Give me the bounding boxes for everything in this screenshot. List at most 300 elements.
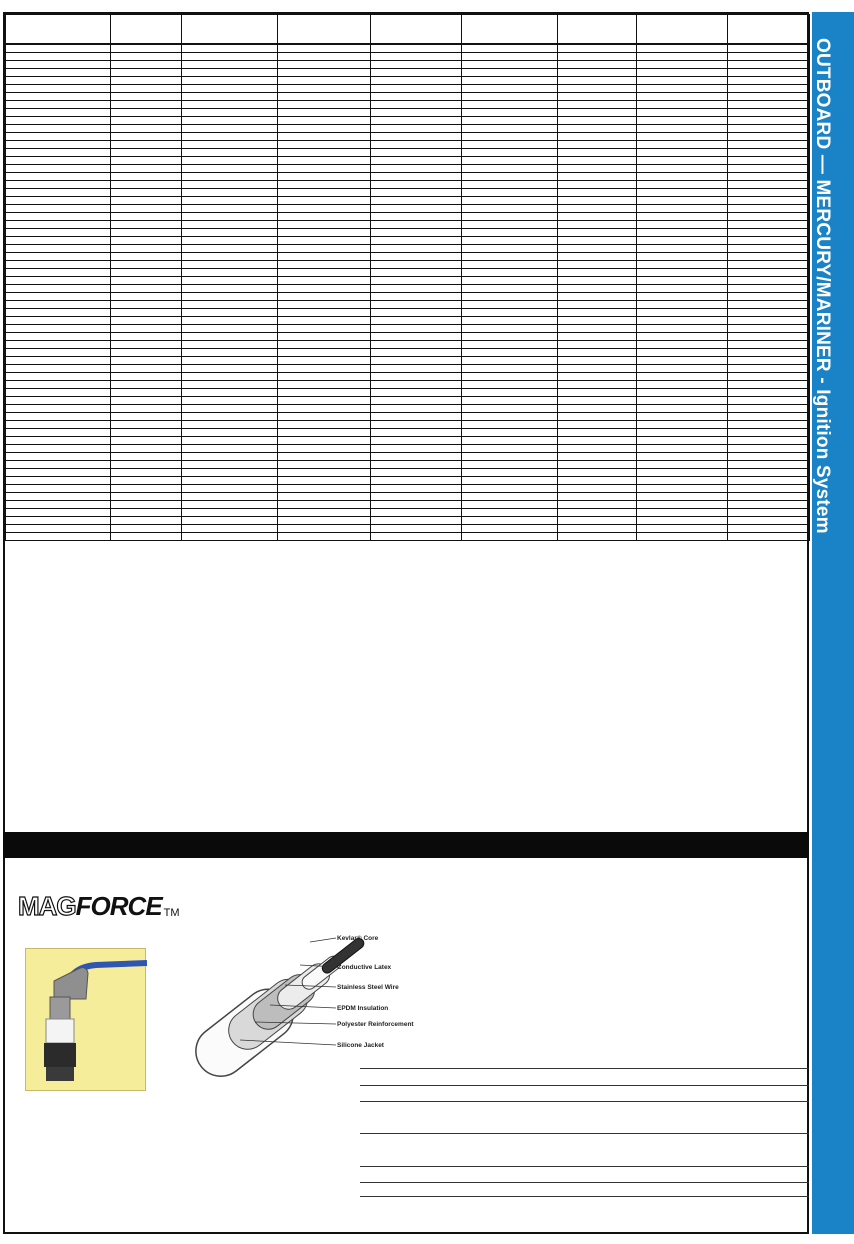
table-cell xyxy=(111,221,182,229)
table-cell xyxy=(6,445,111,453)
table-cell xyxy=(558,237,637,245)
table-cell xyxy=(462,237,558,245)
table-cell xyxy=(462,44,558,53)
table-row xyxy=(6,245,810,253)
table-cell xyxy=(637,341,728,349)
table-cell xyxy=(182,445,278,453)
table-cell xyxy=(637,477,728,485)
table-row xyxy=(6,93,810,101)
table-cell xyxy=(111,309,182,317)
table-cell xyxy=(637,205,728,213)
table-cell xyxy=(278,85,371,93)
table-cell xyxy=(182,77,278,85)
table-row xyxy=(6,445,810,453)
table-cell xyxy=(111,365,182,373)
table-cell xyxy=(371,269,462,277)
table-cell xyxy=(182,149,278,157)
table-row xyxy=(6,453,810,461)
spec-table xyxy=(5,14,810,541)
table-cell xyxy=(371,397,462,405)
table-cell xyxy=(558,205,637,213)
table-cell xyxy=(6,461,111,469)
table-cell xyxy=(111,413,182,421)
table-cell xyxy=(6,69,111,77)
table-cell xyxy=(182,357,278,365)
table-cell xyxy=(371,389,462,397)
table-cell xyxy=(371,277,462,285)
table-cell xyxy=(637,69,728,77)
table-cell xyxy=(182,197,278,205)
table-cell xyxy=(462,117,558,125)
table-cell xyxy=(6,213,111,221)
table-cell xyxy=(728,405,810,413)
table-cell xyxy=(728,277,810,285)
table-cell xyxy=(182,477,278,485)
table-cell xyxy=(371,293,462,301)
table-cell xyxy=(462,437,558,445)
table-cell xyxy=(462,157,558,165)
table-cell xyxy=(182,229,278,237)
table-cell xyxy=(278,77,371,85)
table-cell xyxy=(371,429,462,437)
table-header-row xyxy=(6,15,810,45)
table-row xyxy=(6,197,810,205)
table-cell xyxy=(6,101,111,109)
table-cell xyxy=(182,245,278,253)
table-cell xyxy=(182,85,278,93)
table-cell xyxy=(728,53,810,61)
table-cell xyxy=(182,453,278,461)
table-cell xyxy=(111,533,182,541)
table-cell xyxy=(111,453,182,461)
table-cell xyxy=(637,61,728,69)
table-cell xyxy=(558,77,637,85)
table-cell xyxy=(728,525,810,533)
table-cell xyxy=(462,485,558,493)
table-cell xyxy=(278,437,371,445)
table-cell xyxy=(278,61,371,69)
table-cell xyxy=(371,445,462,453)
table-cell xyxy=(6,437,111,445)
table-cell xyxy=(371,149,462,157)
table-cell xyxy=(111,213,182,221)
table-cell xyxy=(728,533,810,541)
table-cell xyxy=(637,85,728,93)
table-cell xyxy=(6,261,111,269)
table-cell xyxy=(6,405,111,413)
table-row xyxy=(6,69,810,77)
table-cell xyxy=(278,373,371,381)
table-cell xyxy=(182,389,278,397)
table-row xyxy=(6,141,810,149)
table-cell xyxy=(462,149,558,157)
table-cell xyxy=(371,365,462,373)
table-cell xyxy=(558,485,637,493)
table-row xyxy=(6,117,810,125)
table-cell xyxy=(728,333,810,341)
table-cell xyxy=(182,277,278,285)
table-cell xyxy=(558,109,637,117)
table-cell xyxy=(462,365,558,373)
table-header-cell xyxy=(6,15,111,45)
table-cell xyxy=(558,125,637,133)
table-cell xyxy=(6,93,111,101)
table-cell xyxy=(728,229,810,237)
table-cell xyxy=(278,141,371,149)
table-cell xyxy=(728,397,810,405)
table-cell xyxy=(462,533,558,541)
table-cell xyxy=(182,253,278,261)
table-cell xyxy=(637,141,728,149)
table-cell xyxy=(462,53,558,61)
table-cell xyxy=(371,325,462,333)
table-row xyxy=(6,237,810,245)
table-cell xyxy=(728,141,810,149)
table-cell xyxy=(558,397,637,405)
table-cell xyxy=(6,509,111,517)
table-cell xyxy=(278,133,371,141)
table-cell xyxy=(637,93,728,101)
table-cell xyxy=(278,397,371,405)
table-cell xyxy=(728,485,810,493)
table-cell xyxy=(558,69,637,77)
table-cell xyxy=(111,285,182,293)
section-bar xyxy=(3,832,809,858)
table-row xyxy=(6,333,810,341)
table-cell xyxy=(182,525,278,533)
callout-silicone-jacket: Silicone Jacket xyxy=(337,1042,384,1049)
table-row xyxy=(6,277,810,285)
table-row xyxy=(6,429,810,437)
logo-mag: MAG xyxy=(18,891,76,921)
table-cell xyxy=(6,517,111,525)
table-cell xyxy=(728,69,810,77)
table-cell xyxy=(462,493,558,501)
table-row xyxy=(6,157,810,165)
table-cell xyxy=(111,101,182,109)
table-cell xyxy=(558,149,637,157)
table-row xyxy=(6,389,810,397)
table-cell xyxy=(558,493,637,501)
table-cell xyxy=(371,253,462,261)
table-cell xyxy=(371,173,462,181)
table-cell xyxy=(637,333,728,341)
table-cell xyxy=(558,461,637,469)
table-cell xyxy=(182,413,278,421)
table-cell xyxy=(278,149,371,157)
table-cell xyxy=(637,357,728,365)
table-row xyxy=(6,397,810,405)
table-cell xyxy=(278,69,371,77)
table-cell xyxy=(278,157,371,165)
table-cell xyxy=(278,301,371,309)
spark-plug-boot-icon xyxy=(25,948,146,1091)
table-cell xyxy=(371,469,462,477)
table-cell xyxy=(371,341,462,349)
table-cell xyxy=(728,477,810,485)
table-cell xyxy=(6,453,111,461)
table-cell xyxy=(462,69,558,77)
table-cell xyxy=(182,293,278,301)
callout-polyester-reinforcement: Polyester Reinforcement xyxy=(337,1021,414,1028)
table-cell xyxy=(371,109,462,117)
table-cell xyxy=(371,317,462,325)
table-cell xyxy=(371,93,462,101)
table-cell xyxy=(111,149,182,157)
table-cell xyxy=(637,277,728,285)
table-cell xyxy=(111,429,182,437)
table-cell xyxy=(111,61,182,69)
table-cell xyxy=(462,309,558,317)
table-cell xyxy=(278,53,371,61)
table-cell xyxy=(6,285,111,293)
table-cell xyxy=(371,485,462,493)
table-cell xyxy=(182,173,278,181)
table-cell xyxy=(558,469,637,477)
table-cell xyxy=(182,181,278,189)
table-row xyxy=(6,325,810,333)
table-cell xyxy=(558,117,637,125)
table-cell xyxy=(371,181,462,189)
table-row xyxy=(6,437,810,445)
table-cell xyxy=(558,181,637,189)
table-cell xyxy=(371,77,462,85)
table-cell xyxy=(637,405,728,413)
table-row xyxy=(6,309,810,317)
table-cell xyxy=(371,197,462,205)
table-cell xyxy=(558,93,637,101)
table-row xyxy=(6,253,810,261)
table-cell xyxy=(637,189,728,197)
table-cell xyxy=(6,149,111,157)
table-cell xyxy=(637,229,728,237)
table-cell xyxy=(111,117,182,125)
table-cell xyxy=(637,109,728,117)
table-cell xyxy=(728,493,810,501)
table-cell xyxy=(278,453,371,461)
table-row xyxy=(6,53,810,61)
table-cell xyxy=(182,93,278,101)
table-cell xyxy=(462,133,558,141)
table-cell xyxy=(371,189,462,197)
table-cell xyxy=(111,421,182,429)
table-cell xyxy=(637,429,728,437)
table-cell xyxy=(111,325,182,333)
table-cell xyxy=(371,533,462,541)
table-cell xyxy=(6,205,111,213)
table-cell xyxy=(637,413,728,421)
table-cell xyxy=(371,69,462,77)
table-cell xyxy=(637,325,728,333)
table-row xyxy=(6,189,810,197)
table-cell xyxy=(558,341,637,349)
table-cell xyxy=(278,381,371,389)
table-cell xyxy=(278,117,371,125)
table-cell xyxy=(182,301,278,309)
table-row xyxy=(6,77,810,85)
table-row xyxy=(6,44,810,53)
table-cell xyxy=(558,141,637,149)
table-cell xyxy=(182,269,278,277)
table-cell xyxy=(371,349,462,357)
table-row xyxy=(6,477,810,485)
table-row xyxy=(6,525,810,533)
table-cell xyxy=(637,117,728,125)
table-cell xyxy=(728,293,810,301)
table-cell xyxy=(278,293,371,301)
table-cell xyxy=(728,301,810,309)
table-cell xyxy=(728,261,810,269)
callout-kevlar-core: Kevlar® Core xyxy=(337,935,379,942)
table-cell xyxy=(371,85,462,93)
table-cell xyxy=(728,149,810,157)
table-cell xyxy=(558,53,637,61)
table-cell xyxy=(637,157,728,165)
table-row xyxy=(6,229,810,237)
table-cell xyxy=(558,261,637,269)
table-cell xyxy=(637,397,728,405)
table-cell xyxy=(278,429,371,437)
table-cell xyxy=(558,333,637,341)
table-cell xyxy=(278,485,371,493)
table-cell xyxy=(637,445,728,453)
table-cell xyxy=(111,517,182,525)
table-cell xyxy=(462,269,558,277)
table-cell xyxy=(6,85,111,93)
table-cell xyxy=(182,381,278,389)
table-cell xyxy=(111,525,182,533)
callout-conductive-latex: Conductive Latex xyxy=(337,964,392,971)
rule-line xyxy=(360,1101,809,1102)
table-cell xyxy=(371,205,462,213)
table-cell xyxy=(637,389,728,397)
table-cell xyxy=(371,493,462,501)
rule-line xyxy=(360,1182,809,1183)
table-cell xyxy=(637,165,728,173)
table-row xyxy=(6,317,810,325)
table-cell xyxy=(728,125,810,133)
table-cell xyxy=(6,269,111,277)
table-cell xyxy=(182,285,278,293)
table-row xyxy=(6,269,810,277)
rule-line xyxy=(360,1068,809,1069)
table-cell xyxy=(371,501,462,509)
table-cell xyxy=(371,117,462,125)
table-cell xyxy=(278,93,371,101)
table-cell xyxy=(278,365,371,373)
table-cell xyxy=(462,317,558,325)
table-cell xyxy=(111,333,182,341)
table-cell xyxy=(728,61,810,69)
table-cell xyxy=(6,301,111,309)
table-cell xyxy=(278,173,371,181)
table-cell xyxy=(111,77,182,85)
table-cell xyxy=(278,317,371,325)
table-cell xyxy=(462,293,558,301)
table-row xyxy=(6,533,810,541)
table-cell xyxy=(6,397,111,405)
table-cell xyxy=(6,477,111,485)
table-cell xyxy=(637,485,728,493)
table-cell xyxy=(182,69,278,77)
table-cell xyxy=(462,413,558,421)
table-cell xyxy=(637,261,728,269)
table-cell xyxy=(558,173,637,181)
table-cell xyxy=(182,405,278,413)
table-cell xyxy=(182,309,278,317)
table-cell xyxy=(182,493,278,501)
table-cell xyxy=(558,381,637,389)
table-row xyxy=(6,205,810,213)
table-cell xyxy=(371,333,462,341)
table-cell xyxy=(637,453,728,461)
table-cell xyxy=(111,437,182,445)
table-cell xyxy=(111,341,182,349)
table-row xyxy=(6,485,810,493)
table-cell xyxy=(111,173,182,181)
table-row xyxy=(6,293,810,301)
table-cell xyxy=(728,285,810,293)
table-cell xyxy=(558,269,637,277)
table-cell xyxy=(6,309,111,317)
table-header-cell xyxy=(637,15,728,45)
table-cell xyxy=(558,133,637,141)
spec-table-container xyxy=(5,14,809,766)
table-cell xyxy=(6,77,111,85)
table-cell xyxy=(637,44,728,53)
table-cell xyxy=(637,53,728,61)
table-cell xyxy=(371,237,462,245)
table-cell xyxy=(728,325,810,333)
table-row xyxy=(6,365,810,373)
table-cell xyxy=(111,501,182,509)
magforce-logo xyxy=(18,893,180,919)
notes-area xyxy=(5,768,809,832)
table-row xyxy=(6,61,810,69)
table-cell xyxy=(462,109,558,117)
table-cell xyxy=(558,501,637,509)
table-cell xyxy=(371,413,462,421)
table-cell xyxy=(462,445,558,453)
table-cell xyxy=(558,389,637,397)
table-cell xyxy=(558,357,637,365)
table-cell xyxy=(6,389,111,397)
table-cell xyxy=(278,333,371,341)
table-cell xyxy=(278,269,371,277)
table-cell xyxy=(728,213,810,221)
table-cell xyxy=(278,493,371,501)
table-cell xyxy=(728,101,810,109)
table-cell xyxy=(278,165,371,173)
table-cell xyxy=(728,253,810,261)
table-cell xyxy=(278,413,371,421)
table-cell xyxy=(182,53,278,61)
table-cell xyxy=(462,221,558,229)
table-cell xyxy=(111,189,182,197)
table-cell xyxy=(111,397,182,405)
table-cell xyxy=(182,317,278,325)
table-cell xyxy=(371,285,462,293)
table-cell xyxy=(558,101,637,109)
table-cell xyxy=(278,277,371,285)
table-row xyxy=(6,125,810,133)
table-cell xyxy=(6,357,111,365)
table-cell xyxy=(111,509,182,517)
table-cell xyxy=(182,117,278,125)
table-cell xyxy=(371,461,462,469)
table-cell xyxy=(6,253,111,261)
table-header-cell xyxy=(182,15,278,45)
